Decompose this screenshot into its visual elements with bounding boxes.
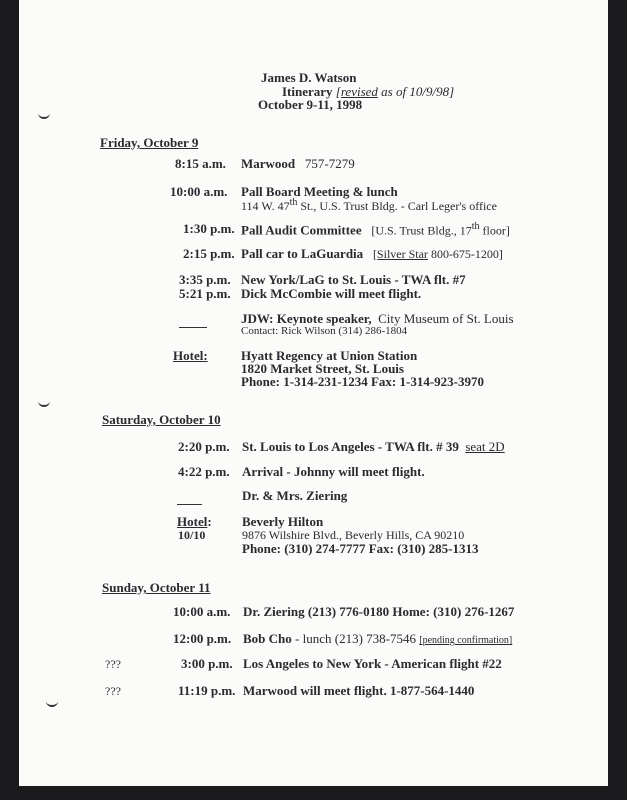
event-text: Arrival - Johnny will meet flight. — [242, 464, 425, 479]
event-text: Dr. Ziering (213) 776-0180 Home: (310) 276-1267 — [243, 604, 515, 619]
event-text: Marwood 757-7279 — [241, 156, 355, 171]
event-text: Marwood will meet flight. 1-877-564-1440 — [243, 683, 475, 698]
event-time: 3:00 p.m. — [181, 656, 233, 671]
hotel-address: 1820 Market Street, St. Louis — [241, 361, 404, 376]
hotel-name: Beverly Hilton — [242, 514, 324, 529]
event-time: 10:00 a.m. — [170, 184, 228, 199]
event-contact: Contact: Rick Wilson (314) 286-1804 — [241, 325, 408, 337]
doc-author: James D. Watson — [261, 70, 357, 85]
hotel-label: Hotel: — [173, 348, 208, 363]
itinerary-label: Itinerary — [282, 84, 333, 99]
punch-hole-mark — [38, 112, 50, 119]
event-text: Pall Board Meeting & lunch — [241, 184, 398, 199]
event-text: Dick McCombie will meet flight. — [241, 286, 422, 301]
blank-time-line — [179, 318, 207, 336]
event-time: 10:00 a.m. — [173, 604, 231, 619]
day-heading-sunday: Sunday, October 11 — [102, 580, 211, 595]
revised-date: as of 10/9/98] — [381, 84, 455, 99]
hotel-date: 10/10 — [178, 528, 206, 542]
revised-label: [revised — [335, 84, 378, 99]
event-text: JDW: Keynote speaker, City Museum of St. Louis — [241, 311, 514, 326]
hotel-label: Hotel: — [177, 514, 212, 529]
event-text: New York/LaG to St. Louis - TWA flt. #7 — [241, 272, 466, 287]
event-time: 3:35 p.m. — [179, 272, 231, 287]
event-text: St. Louis to Los Angeles - TWA flt. # 39 seat 2D — [242, 439, 505, 454]
event-time: 4:22 p.m. — [178, 464, 230, 479]
event-time: 5:21 p.m. — [179, 286, 231, 301]
punch-hole-mark — [46, 700, 58, 707]
day-heading-friday: Friday, October 9 — [100, 135, 199, 150]
event-time: 2:20 p.m. — [178, 439, 230, 454]
event-time: 12:00 p.m. — [173, 631, 232, 646]
blank-time-line — [177, 495, 202, 513]
hotel-name: Hyatt Regency at Union Station — [241, 348, 418, 363]
event-time: 11:19 p.m. — [178, 683, 236, 698]
event-text: Bob Cho - lunch (213) 738-7546 [pending confirmation] — [243, 631, 513, 646]
event-time: 2:15 p.m. — [183, 246, 235, 261]
event-text: Los Angeles to New York - American flight #22 — [243, 656, 502, 671]
document-page — [19, 0, 608, 786]
hotel-phone: Phone: (310) 274-7777 Fax: (310) 285-1313 — [242, 541, 479, 556]
event-text: Pall car to LaGuardia [Silver Star 800-675-1200] — [241, 246, 503, 261]
event-time: 1:30 p.m. — [183, 221, 235, 236]
uncertain-mark: ??? — [105, 657, 121, 671]
uncertain-mark: ??? — [105, 684, 121, 698]
itinerary-dates: October 9-11, 1998 — [258, 97, 363, 112]
event-text: Pall Audit Committee [U.S. Trust Bldg., 17th floor] — [241, 221, 510, 238]
hotel-address: 9876 Wilshire Blvd., Beverly Hills, CA 90210 — [242, 528, 465, 542]
event-address: 114 W. 47th St., U.S. Trust Bldg. - Carl Leger's office — [241, 197, 497, 213]
punch-hole-mark — [38, 400, 50, 407]
day-heading-saturday: Saturday, October 10 — [102, 412, 221, 427]
event-time: 8:15 a.m. — [175, 156, 226, 171]
hotel-phone: Phone: 1-314-231-1234 Fax: 1-314-923-3970 — [241, 374, 484, 389]
event-text: Dr. & Mrs. Ziering — [242, 488, 348, 503]
